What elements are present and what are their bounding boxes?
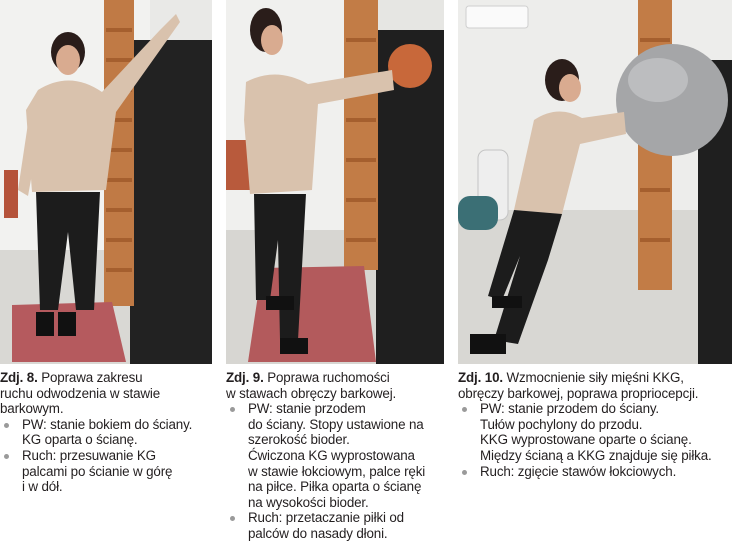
photo-exercise-8 <box>0 0 212 364</box>
bullet-starting-position: PW: stanie bokiem do ściany. KG oparta o ścianę. <box>0 417 212 448</box>
bullet-list <box>458 401 732 479</box>
bullet-movement: Ruch: przetaczanie piłki od palców do nasady dłoni. <box>226 510 448 541</box>
caption-title: Zdj. 10. Wzmocnienie siły mięśni KKG, obręczy barkowej, poprawa propriocepcji. <box>458 370 699 401</box>
bullet-starting-position: PW: stanie przodem do ściany. Stopy ustawione na szerokość bioder. Ćwiczona KG wyprostowana w stawie łokciowym, palce ręki na piłce. Piłka oparta o ścianę na wysokości bioder. <box>226 401 448 510</box>
caption-exercise-10 <box>458 370 732 479</box>
photo-exercise-10 <box>458 0 732 364</box>
bullet-movement: Ruch: zgięcie stawów łokciowych. <box>458 464 732 480</box>
bullet-movement: Ruch: przesuwanie KG palcami po ścianie w górę i w dół. <box>0 448 212 495</box>
bullet-starting-position: PW: stanie przodem do ściany. Tułów pochylony do przodu. KKG wyprostowane oparte o ścianę. Między ścianą a KKG znajduje się piłka. <box>458 401 732 463</box>
figure-label: Zdj. 10. <box>458 370 503 385</box>
bullet-list <box>226 401 448 541</box>
photo-exercise-9 <box>226 0 444 364</box>
caption-title: Zdj. 8. Poprawa zakresu ruchu odwodzenia w stawie barkowym. <box>0 370 161 417</box>
caption-title: Zdj. 9. Poprawa ruchomości w stawach obręczy barkowej. <box>226 370 397 401</box>
bullet-list <box>0 417 212 495</box>
caption-exercise-9 <box>226 370 448 542</box>
figure-label: Zdj. 8. <box>0 370 38 385</box>
figure-label: Zdj. 9. <box>226 370 264 385</box>
caption-exercise-8 <box>0 370 212 495</box>
